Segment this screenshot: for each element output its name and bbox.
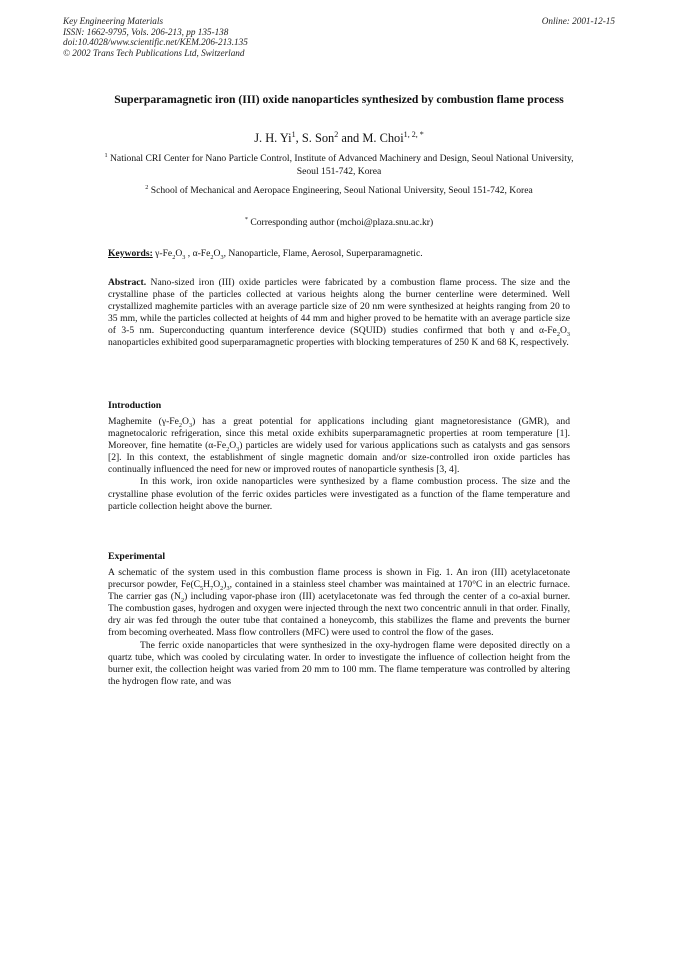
abstract-paragraph [108, 277, 570, 350]
online-date: Online: 2001-12-15 [541, 16, 615, 26]
experimental-section [108, 551, 570, 688]
body-paragraph: The ferric oxide nanoparticles that were synthesized in the oxy-hydrogen flame were deposited directly on a quartz tube, which was cooled by circulating water. In order to investigate the influence of collection height from the burner exit, the collection height was varied from 20 mm to 100 mm. The flame temperature was controlled by altering the hydrogen flow rate, and was [108, 639, 570, 687]
subscript: 3 [182, 253, 186, 261]
subscript: 3 [566, 331, 570, 339]
keyword-text: , α-Fe [185, 248, 211, 259]
section-heading: Introduction [108, 400, 162, 411]
author-name: J. H. Yi [254, 131, 292, 145]
subscript: 2 [226, 446, 230, 454]
affiliation-2 [100, 185, 578, 198]
subscript: 3 [236, 446, 240, 454]
subscript: 2 [180, 597, 185, 605]
abstract-text: O [559, 325, 567, 337]
author-affiliation-mark: 1 [291, 129, 296, 139]
body-text: O [229, 440, 237, 452]
abstract-text: Nano-sized iron (III) oxide particles were fabricated by a combustion flame process. The size and the crystalline phase of the particles collected at various heights along the burner centerline were determined. Well crystallized maghemite particles with an average particle size of 20 nm were synthesized at heights ranging from 20 to 35 mm, while the particles collected at heights of 44 mm and higher proved to be hematite with an average particle size of 3-5 nm. Superconducting quantum interference device (SQUID) studies confirmed that both γ and α-Fe [108, 277, 570, 337]
body-text: O [213, 579, 221, 591]
keyword-text: , Nanoparticle, Flame, Aerosol, Superparamagnetic. [223, 248, 423, 259]
author-name: , S. Son [295, 131, 335, 145]
subscript: 2 [220, 585, 224, 592]
keyword-text: O [175, 248, 183, 259]
author-affiliation-mark: 1, 2, * [403, 129, 424, 139]
subscript: 7 [210, 585, 214, 592]
body-paragraph: In this work, iron oxide nanoparticles were synthesized by a flame combustion process. The size and the crystalline phase evolution of the ferric oxides particles were investigated as a function of the flame temperature and particle collection height above the burner. [108, 476, 570, 512]
subscript: 3 [188, 421, 193, 429]
body-text: Maghemite (γ-Fe [108, 416, 179, 427]
introduction-section [108, 400, 570, 513]
affiliation-mark: 2 [145, 183, 149, 191]
body-paragraph [108, 416, 570, 476]
corresponding-author [100, 217, 578, 230]
body-paragraph [108, 567, 570, 640]
keyword-text: γ-Fe [152, 248, 173, 259]
subscript: 3 [226, 585, 230, 592]
copyright-line: © 2002 Trans Tech Publications Ltd, Switzerland [63, 47, 245, 58]
keywords-label: Keywords: [108, 248, 153, 259]
author-affiliation-mark: 2 [334, 129, 339, 139]
journal-name: Key Engineering Materials [63, 16, 164, 26]
body-text: , contained in a stainless steel chamber was maintained at 170°C in an electric furnace. The carrier gas (N [108, 579, 570, 603]
author-name: and M. Choi [338, 131, 404, 145]
affiliation-text: School of Mechanical and Aeropace Engineering, Seoul National University, Seoul 151-742, Korea [148, 185, 533, 196]
subscript: 2 [210, 253, 214, 261]
author-list [100, 131, 578, 146]
abstract-label: Abstract. [108, 277, 147, 288]
body-text: ) including vapor-phase iron (III) acetylacetonate was fed through the center of a co-axial burner. The combustion gases, hydrogen and oxygen were injected through the next two concentric annuli in that order. Finally, dry air was fed through the outer tube that contained a honeycomb, this stabilizes the flame and prevents the burner from becoming overheated. Mass flow controllers (MFC) were used to control the flow of the gases. [108, 591, 570, 639]
subscript: 3 [220, 253, 224, 261]
corresponding-text: Corresponding author (mchoi@plaza.snu.ac.kr) [247, 217, 434, 228]
abstract-text: nanoparticles exhibited good superparamagnetic properties with blocking temperatures of 250 K and 68 K, respectively. [108, 337, 569, 349]
subscript: 2 [172, 253, 176, 261]
body-text: ) particles are widely used for various applications such as catalysts and gas sensors [2]. In this context, the establishment of single magnetic domain and/or size-controlled iron oxide particles has continually influenced the need for new or improved routes of nanoparticle synthesis [3, 4]. [108, 440, 570, 476]
affiliation-1 [100, 153, 578, 178]
body-text: H [203, 579, 211, 591]
paper-title: Superparamagnetic iron (III) oxide nanoparticles synthesized by combustion flame process [114, 93, 564, 106]
body-text: A schematic of the system used in this combustion flame process is shown in Fig. 1. An iron (III) acetylacetonate precursor powder, Fe(C [108, 567, 570, 591]
body-text: ) [223, 579, 227, 591]
doi-line: doi:10.4028/www.scientific.net/KEM.206-213.135 [63, 37, 248, 48]
issn-line: ISSN: 1662-9795, Vols. 206-213, pp 135-138 [63, 26, 229, 37]
affiliation-mark: 1 [104, 151, 108, 159]
subscript: 2 [178, 421, 183, 429]
body-text: O [182, 416, 189, 427]
keywords-line [108, 248, 570, 259]
section-heading: Experimental [108, 551, 166, 562]
keyword-text: O [213, 248, 221, 259]
body-text: ) has a great potential for applications including giant magnetoresistance (GMR), and magnetocaloric refrigeration, since this metal oxide exhibits superparamagnetic properties at room temperature [1]. Moreover, fine hematite (α-Fe [108, 416, 570, 452]
affiliation-text: National CRI Center for Nano Particle Control, Institute of Advanced Machinery and Design, Seoul National University, Seoul 151-742, Korea [107, 153, 574, 177]
corresponding-mark: * [244, 215, 248, 223]
subscript: 2 [556, 331, 560, 339]
journal-header [63, 16, 615, 58]
subscript: 5 [200, 585, 204, 592]
citation-block [63, 16, 248, 58]
